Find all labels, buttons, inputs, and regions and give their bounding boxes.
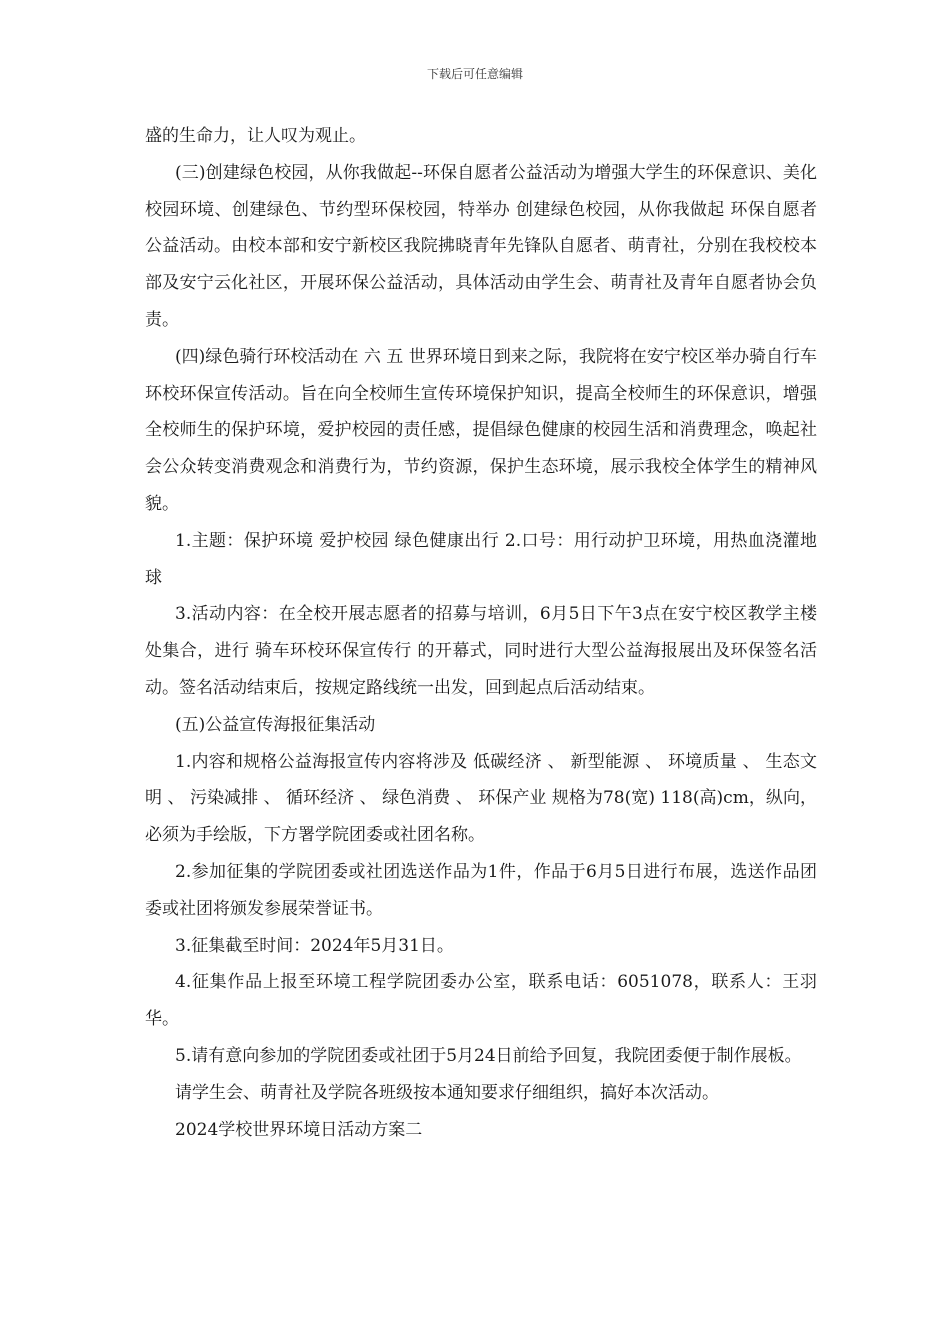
- paragraph-poster-content: 1.内容和规格公益海报宣传内容将涉及 低碳经济 、 新型能源 、 环境质量 、 生态文明 、 污染减排 、 循环经济 、 绿色消费 、 环保产业 规格为78(宽) 118(高)cm，纵向，必须为手绘版，下方署学院团委或社团名称。: [145, 751, 817, 846]
- paragraph-section-5-heading: (五)公益宣传海报征集活动: [175, 714, 376, 735]
- paragraph-closing: 请学生会、萌青社及学院各班级按本通知要求仔细组织，搞好本次活动。: [175, 1082, 719, 1103]
- paragraph-submission: 2.参加征集的学院团委或社团选送作品为1件，作品于6月5日进行布展，选送作品团委或社团将颁发参展荣誉证书。: [145, 861, 817, 919]
- paragraph-next-plan-title: 2024学校世界环境日活动方案二: [175, 1119, 423, 1140]
- paragraph-reply: 5.请有意向参加的学院团委或社团于5月24日前给予回复，我院团委便于制作展板。: [175, 1045, 802, 1066]
- paragraph-continuation: 盛的生命力，让人叹为观止。: [145, 126, 366, 146]
- page-header: 下载后可任意编辑: [426, 67, 523, 81]
- paragraph-section-3: (三)创建绿色校园，从你我做起--环保自愿者公益活动为增强大学生的环保意识、美化校园环境、创建绿色、节约型环保校园，特举办 创建绿色校园，从你我做起 环保自愿者公益活动。由校本部和安宁新校区我院拂晓青年先锋队自愿者、萌青社，分别在我校校本部及安宁云化社区，开展环保公益活动，具体活动由学生会、萌青社及青年自愿者协会负责。: [145, 162, 817, 330]
- paragraph-section-4: (四)绿色骑行环校活动在 六 五 世界环境日到来之际，我院将在安宁校区举办骑自行车环校环保宣传活动。旨在向全校师生宣传环境保护知识，提高全校师生的环保意识，增强全校师生的保护环境，爱护校园的责任感，提倡绿色健康的校园生活和消费理念，唤起社会公众转变消费观念和消费行为，节约资源，保护生态环境，展示我校全体学生的精神风貌。: [145, 346, 817, 514]
- paragraph-deadline: 3.征集截至时间：2024年5月31日。: [175, 935, 454, 956]
- document-body: [145, 118, 817, 1148]
- paragraph-contact: 4.征集作品上报至环境工程学院团委办公室，联系电话：6051078，联系人：王羽华。: [145, 972, 817, 1030]
- paragraph-activity-content: 3.活动内容：在全校开展志愿者的招募与培训，6月5日下午3点在安宁校区教学主楼处集合，进行 骑车环校环保宣传行 的开幕式，同时进行大型公益海报展出及环保签名活动。签名活动结束后，按规定路线统一出发，回到起点后活动结束。: [145, 604, 817, 698]
- paragraph-theme-slogan: 1.主题：保护环境 爱护校园 绿色健康出行 2.口号：用行动护卫环境，用热血浇灌地球: [145, 530, 817, 588]
